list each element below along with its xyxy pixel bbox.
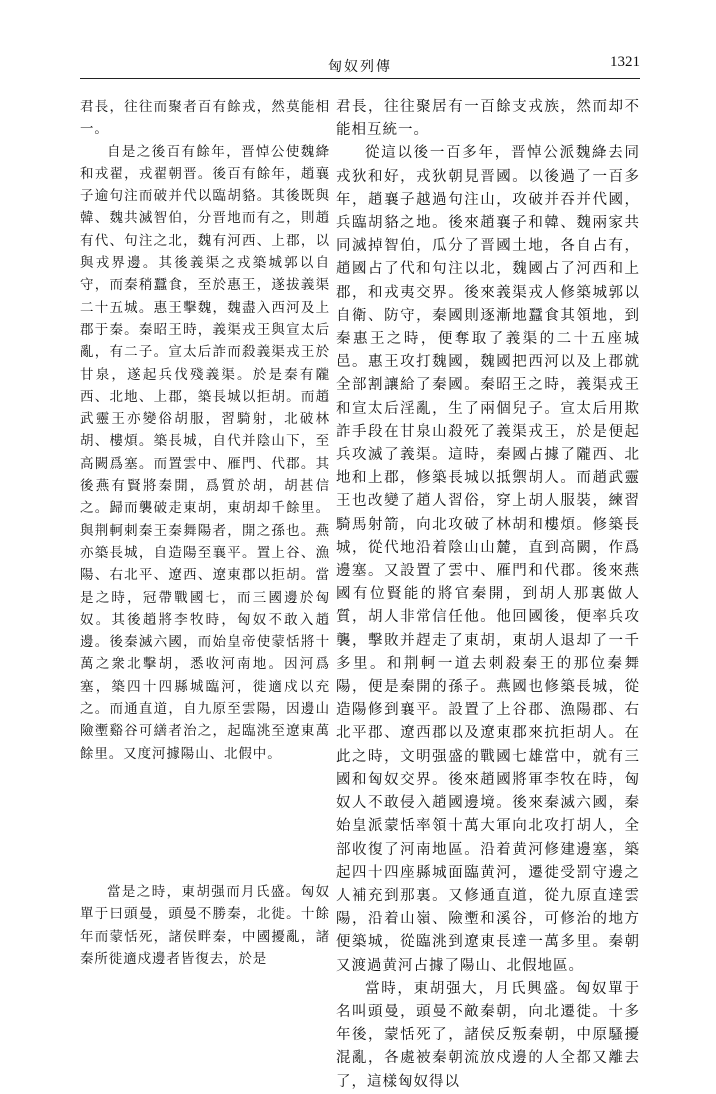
classical-paragraph-2: 自是之後百有餘年，晋悼公使魏絳和戎翟，戎翟朝晋。後百有餘年，趙襄子逾句注而破并代以臨胡貉。其後既與韓、魏共滅智伯，分晋地而有之，則趙有代、句注之北，魏有河西、上郡，以與戎界邊。其後義渠之戎築城郭以自守，而秦稍蠶食，至於惠王，遂拔義渠二十五城。惠王擊魏，魏盡入西河及上郡于秦。秦昭王時，義渠戎王與宣太后亂，有二子。宣太后詐而殺義渠戎王於甘泉，遂起兵伐殘義渠。於是秦有隴西、北地、上郡，築長城以拒胡。而趙武靈王亦變俗胡服，習騎射，北破林胡、樓煩。築長城，自代并陰山下，至高闕爲塞。而置雲中、雁門、代郡。其後燕有賢將秦開，爲質於胡，胡甚信之。歸而襲破走東胡，東胡却千餘里。與荆軻刺秦王秦舞陽者，開之孫也。燕亦築長城，自造陽至襄平。置上谷、漁陽、右北平、遼西、遼東郡以拒胡。當是之時，冠帶戰國七，而三國邊於匈奴。其後趙將李牧時，匈奴不敢入趙邊。後秦滅六國，而始皇帝使蒙恬將十萬之衆北擊胡，悉收河南地。因河爲塞，築四十四縣城臨河，徙適戍以充之。而通直道，自九原至雲陽，因邊山險壍谿谷可繕者治之，起臨洮至遼東萬餘里。又度河據陽山、北假中。 — [80, 143, 330, 762]
classical-text-column — [80, 96, 330, 976]
page-number: 1321 — [610, 54, 640, 70]
running-title: 匈奴列傳 — [328, 59, 392, 75]
classical-paragraph-3: 當是之時，東胡强而月氏盛。匈奴單于曰頭曼，頭曼不勝秦，北徙。十餘年而蒙恬死，諸侯畔秦，中國擾亂，諸秦所徙適戍邊者皆復去，於是 — [80, 883, 330, 967]
translation-paragraph-3: 當時，東胡强大，月氏興盛。匈奴單于名叫頭曼，頭曼不敵秦朝，向北遷徙。十多年後，蒙恬死了，諸侯反叛秦朝，中原騷擾混亂，各處被秦朝流放戍邊的人全都又離去了，這樣匈奴得以 — [336, 980, 640, 1090]
translation-paragraph-1: 君長，往往聚居有一百餘支戎族，然而却不能相互統一。 — [336, 99, 640, 139]
translation-paragraph-2: 從這以後一百多年，晋悼公派魏絳去同戎狄和好，戎狄朝見晋國。以後過了一百多年，趙襄子越過句注山，攻破并吞并代國，兵臨胡貉之地。後來趙襄子和韓、魏兩家共同滅掉智伯，瓜分了晋國土地，各自占有，趙國占了代和句注以北，魏國占了河西和上郡，和戎夷交界。後來義渠戎人修築城郭以自衛、防守，秦國則逐漸地蠶食其領地，到秦惠王之時，便奪取了義渠的二十五座城邑。惠王攻打魏國，魏國把西河以及上郡就全部割讓給了秦國。秦昭王之時，義渠戎王和宣太后淫亂，生了兩個兒子。宣太后用欺詐手段在甘泉山殺死了義渠戎王，於是便起兵攻滅了義渠。這時，秦國占據了隴西、北地和上郡，修築長城以抵禦胡人。而趙武靈王也改變了趙人習俗，穿上胡人服裝，練習騎馬射箭，向北攻破了林胡和樓煩。修築長城，從代地沿着陰山山麓，直到高闕，作爲邊塞。又設置了雲中、雁門和代郡。後來燕國有位賢能的將官秦開，到胡人那裏做人質，胡人非常信任他。他回國後，便率兵攻襲，擊敗并趕走了東胡，東胡人退却了一千多里。和荆軻一道去刺殺秦王的那位秦舞陽，便是秦開的孫子。燕國也修築長城，從造陽修到襄平。設置了上谷郡、漁陽郡、右北平郡、遼西郡以及遼東郡來抗拒胡人。在此之時，文明强盛的戰國七雄當中，就有三國和匈奴交界。後來趙國將軍李牧在時，匈奴人不敢侵入趙國邊境。後來秦滅六國，秦始皇派蒙恬率領十萬大軍向北攻打胡人，全部收復了河南地區。沿着黄河修建邊塞，築起四十四座縣城面臨黄河，遷徙受罰守邊之人補充到那裏。又修通直道，從九原直達雲陽，沿着山嶺、險壍和溪谷，可修治的地方便築城，從臨洮到遼東長達一萬多里。秦朝又渡過黄河占據了陽山、北假地區。 — [336, 145, 640, 974]
page-header — [80, 52, 640, 79]
translation-text-column — [336, 96, 640, 1090]
classical-paragraph-1: 君長，往往而聚者百有餘戎，然莫能相一。 — [80, 99, 330, 138]
